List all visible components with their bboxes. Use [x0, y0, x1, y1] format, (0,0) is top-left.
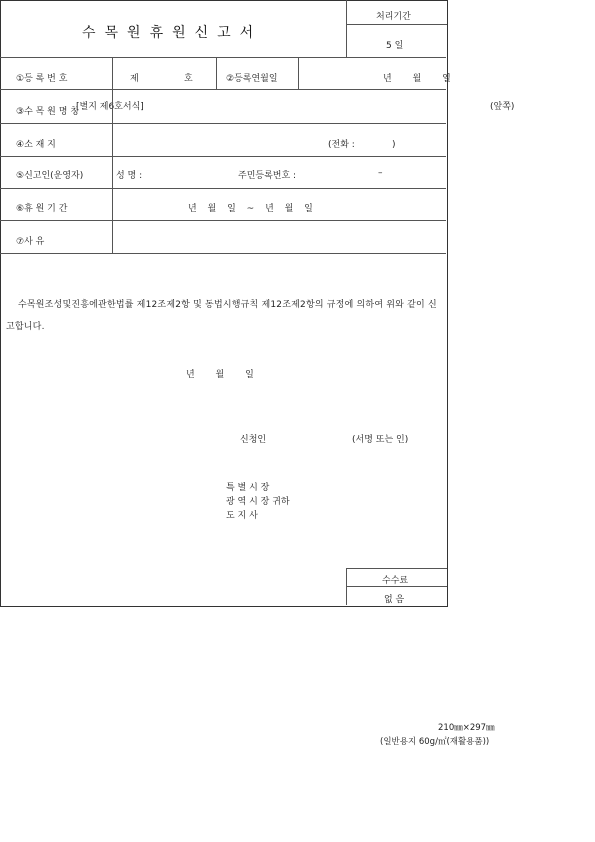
paper-spec: (일반용지 60g/㎡(재활용품))	[380, 737, 490, 747]
statement-text: 수목원조성및진흥에관한법률 제12조제2항 및 동법시행규칙 제12조제2항의 규정에 의하여 위와 같이 신고합니다.	[6, 300, 437, 332]
paper-size: 210㎜×297㎜	[438, 723, 495, 733]
reg-number-prefix: 제	[130, 74, 139, 84]
reporter-id-label: 주민등록번호 :	[238, 171, 297, 181]
page-side-label: (앞쪽)	[490, 102, 515, 112]
label-closure-period: ⑥휴 원 기 간	[16, 204, 68, 214]
fee-label: 수수료	[382, 576, 409, 586]
applicant-label: 신청인	[240, 435, 267, 445]
recipient-line-3: 도 지 사	[226, 511, 258, 521]
fee-value: 없 음	[384, 595, 405, 605]
processing-period-value: 5 일	[386, 41, 404, 51]
statement-date: 년 월 일	[186, 370, 263, 380]
label-location: ④소 재 지	[16, 140, 56, 150]
reporter-name-label: 성 명 :	[116, 171, 143, 181]
closure-period-value: 년 월 일 ~ 년 월 일	[188, 204, 317, 214]
reg-number-suffix: 호	[184, 74, 193, 84]
label-reporter: ⑤신고인(운영자)	[16, 171, 84, 181]
label-arboretum-name: ③수 목 원 명 칭	[16, 107, 79, 117]
recipient-line-2: 광 역 시 장 귀하	[226, 497, 290, 507]
label-reason: ⑦사 유	[16, 237, 45, 247]
reg-date-value: 년 월 일	[383, 74, 460, 84]
form-number: [별지 제6호서식]	[76, 102, 144, 112]
reporter-id-dash: –	[378, 168, 383, 178]
recipient-line-1: 특 별 시 장	[226, 483, 270, 493]
label-reg-date: ②등록연월일	[226, 74, 278, 84]
label-reg-number: ①등 록 번 호	[16, 74, 68, 84]
location-phone: (전화 : )	[328, 140, 396, 150]
applicant-sign: (서명 또는 인)	[352, 435, 409, 445]
form-title: 수목원휴원신고서	[82, 25, 263, 41]
processing-period-label: 처리기간	[376, 12, 411, 22]
